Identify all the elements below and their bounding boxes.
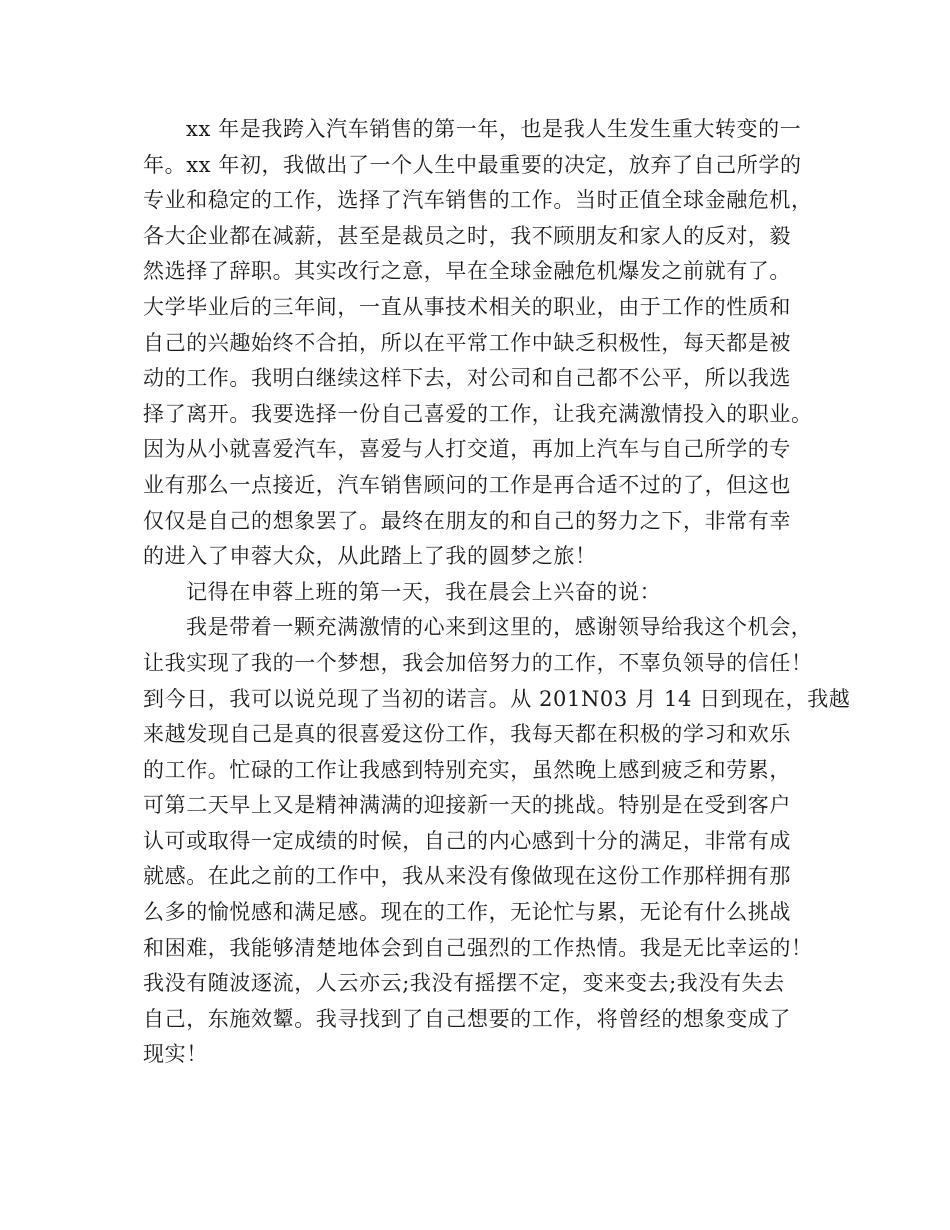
- text-line: 自己，东施效颦。我寻找到了自己想要的工作，将曾经的想象变成了: [143, 1006, 791, 1031]
- text-line: 业有那么一点接近，汽车销售顾问的工作是再合适不过的了，但这也: [143, 472, 791, 497]
- text-line: 年。xx 年初，我做出了一个人生中最重要的决定，放弃了自己所学的: [143, 152, 802, 177]
- text-line: 么多的愉悦感和满足感。现在的工作，无论忙与累，无论有什么挑战: [143, 900, 791, 925]
- text-line: 因为从小就喜爱汽车，喜爱与人打交道，再加上汽车与自己所学的专: [143, 437, 791, 462]
- text-line: 自己的兴趣始终不合拍，所以在平常工作中缺乏积极性，每天都是被: [143, 330, 791, 355]
- text-line: 动的工作。我明白继续这样下去，对公司和自己都不公平，所以我选: [143, 366, 791, 391]
- text-line: 大学毕业后的三年间，一直从事技术相关的职业，由于工作的性质和: [143, 294, 791, 319]
- text-line: 就感。在此之前的工作中，我从来没有像做现在这份工作那样拥有那: [143, 864, 791, 889]
- text-line: 和困难，我能够清楚地体会到自己强烈的工作热情。我是无比幸运的！: [143, 935, 813, 960]
- text-line: 的工作。忙碌的工作让我感到特别充实，虽然晚上感到疲乏和劳累，: [143, 757, 791, 782]
- text-line: 让我实现了我的一个梦想，我会加倍努力的工作，不辜负领导的信任！: [143, 650, 813, 675]
- text-line: 来越发现自己是真的很喜爱这份工作，我每天都在积极的学习和欢乐: [143, 722, 791, 747]
- text-line: 认可或取得一定成绩的时候，自己的内心感到十分的满足，非常有成: [143, 828, 791, 853]
- text-line: 然选择了辞职。其实改行之意，早在全球金融危机爆发之前就有了。: [143, 259, 791, 284]
- text-line: 可第二天早上又是精神满满的迎接新一天的挑战。特别是在受到客户: [143, 793, 791, 818]
- text-line: 各大企业都在减薪，甚至是裁员之时，我不顾朋友和家人的反对，毅: [143, 223, 791, 248]
- text-line: 记得在申蓉上班的第一天，我在晨会上兴奋的说：: [186, 579, 662, 604]
- text-line: 到今日，我可以说兑现了当初的诺言。从 201N03 月 14 日到现在，我越: [143, 686, 851, 711]
- text-line: 仅仅是自己的想象罢了。最终在朋友的和自己的努力之下，非常有幸: [143, 508, 791, 533]
- text-line: 的进入了申蓉大众，从此踏上了我的圆梦之旅！: [143, 544, 597, 569]
- text-line: 我没有随波逐流，人云亦云;我没有摇摆不定，变来变去;我没有失去: [143, 971, 785, 996]
- text-line: 择了离开。我要选择一份自己喜爱的工作，让我充满激情投入的职业。: [143, 401, 813, 426]
- text-line: 我是带着一颗充满激情的心来到这里的，感谢领导给我这个机会，: [186, 615, 813, 640]
- text-line: 现实！: [143, 1042, 208, 1067]
- text-line: 专业和稳定的工作，选择了汽车销售的工作。当时正值全球金融危机，: [143, 188, 813, 213]
- text-line: xx 年是我跨入汽车销售的第一年，也是我人生发生重大转变的一: [186, 117, 802, 141]
- document-body: [143, 112, 851, 1073]
